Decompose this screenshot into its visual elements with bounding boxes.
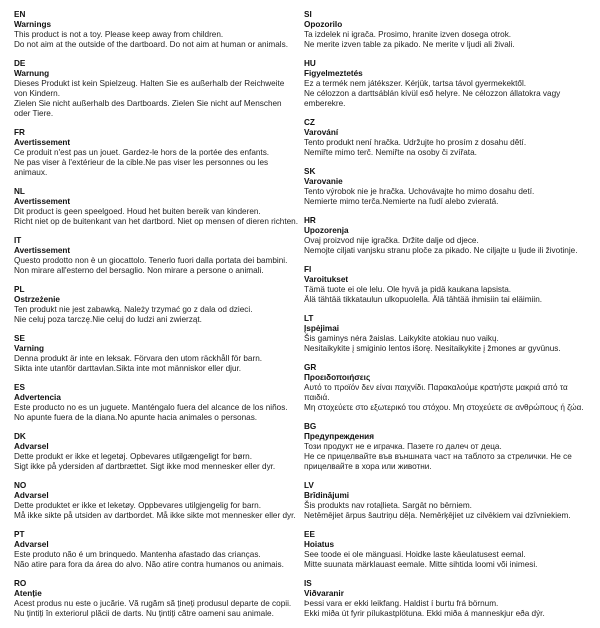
warning-block-en: [14, 10, 298, 50]
warning-title: Viðvaranir: [304, 589, 344, 598]
warning-text: Älä tähtää tikkataulun ulkopuolella. Älä tähtää ihmisiin tai eläimiin.: [304, 295, 543, 304]
warning-text: Ekki miða út fyrir pílukastplötuna. Ekki miða á manneskjur eða dýr.: [304, 609, 545, 618]
language-code: SK: [304, 167, 316, 176]
warning-text: Tento produkt není hračka. Udržujte ho prosím z dosahu dětí.: [304, 138, 527, 147]
warning-text: Richt niet op de buitenkant van het dartbord. Niet op mensen of dieren richten.: [14, 217, 299, 226]
warning-text: Sigt ikke på ydersiden af dartbrættet. Sigt ikke mod mennesker eller dyr.: [14, 462, 276, 471]
warning-title: Advarsel: [14, 491, 49, 500]
warning-block-gr: [304, 363, 588, 413]
warning-title: Atenție: [14, 589, 42, 598]
warning-text: Denna produkt är inte en leksak. Förvara den utom räckhåll för barn.: [14, 354, 263, 363]
warning-block-fi: [304, 265, 588, 305]
warning-text: Nemiřte mimo terč. Nemiřte na osoby či zvířata.: [304, 148, 477, 157]
warning-block-ee: [304, 530, 588, 570]
warning-title: Предупреждения: [304, 432, 374, 441]
warning-title: Avertissement: [14, 246, 71, 255]
warning-text: Zielen Sie nicht außerhalb des Dartboards. Zielen Sie nicht auf Menschen oder Tiere.: [14, 99, 282, 118]
warning-title: Įspėjimai: [304, 324, 340, 333]
language-code: LV: [304, 481, 314, 490]
warning-text: Netēmējiet ārpus šautriņu dēļa. Nemērķējiet uz cilvēkiem vai dzīvniekiem.: [304, 511, 571, 520]
warning-title: Προειδοποιήσεις: [304, 373, 371, 382]
warning-text: Ne merite izven table za pikado. Ne merite v ljudi ali živali.: [304, 40, 515, 49]
warning-block-lv: [304, 481, 588, 521]
language-code: EE: [304, 530, 315, 539]
warning-block-dk: [14, 432, 298, 472]
warning-text: Acest produs nu este o jucărie. Vă rugăm să țineți produsul departe de copii.: [14, 599, 292, 608]
warning-text: Mitte suunata märklauast eemale. Mitte sihtida loomi või inimesi.: [304, 560, 538, 569]
warning-text: This product is not a toy. Please keep away from children.: [14, 30, 224, 39]
warning-text: Dette produkt er ikke et legetøj. Opbevares utilgængeligt for børn.: [14, 452, 253, 461]
warning-block-is: [304, 579, 588, 619]
warning-title: Opozorilo: [304, 20, 343, 29]
warning-text: Ta izdelek ni igrača. Prosimo, hranite izven dosega otrok.: [304, 30, 512, 39]
warning-block-bg: [304, 422, 588, 472]
warning-block-ro: [14, 579, 298, 619]
warning-text: Ez a termék nem játékszer. Kérjük, tartsa távol gyermekektől.: [304, 79, 527, 88]
warning-title: Varning: [14, 344, 45, 353]
warning-text: Þessi vara er ekki leikfang. Haldist í burtu frá börnum.: [304, 599, 499, 608]
warning-block-es: [14, 383, 298, 423]
warning-text: Ovaj proizvod nije igračka. Držite dalje od djece.: [304, 236, 479, 245]
warning-text: Non mirare all'esterno del bersaglio. Non mirare a persone o animali.: [14, 266, 264, 275]
warning-text: Do not aim at the outside of the dartboard. Do not aim at human or animals.: [14, 40, 288, 49]
warning-text: Tämä tuote ei ole lelu. Ole hyvä ja pidä kaukana lapsista.: [304, 285, 512, 294]
warning-text: Må ikke sikte på utsiden av dartbordet. Må ikke sikte mot mennesker eller dyr.: [14, 511, 296, 520]
warning-text: Ne pas viser à l'extérieur de la cible.Ne pas viser les personnes ou les animaux.: [14, 158, 269, 177]
warning-block-lt: [304, 314, 588, 354]
language-code: DE: [14, 59, 26, 68]
warning-text: Não atire para fora da área do alvo. Não atire contra humanos ou animais.: [14, 560, 284, 569]
warning-block-hr: [304, 216, 588, 256]
warning-title: Advarsel: [14, 442, 49, 451]
warning-text: Nemojte ciljati vanjsku stranu ploče za pikado. Ne ciljajte u ljude ili životinje.: [304, 246, 578, 255]
language-code: IS: [304, 579, 312, 588]
warning-text: Dette produktet er ikke et leketøy. Oppbevares utilgjengelig for barn.: [14, 501, 261, 510]
warning-text: Questo prodotto non è un giocattolo. Tenerlo fuori dalla portata dei bambini.: [14, 256, 288, 265]
warning-text: Tento výrobok nie je hračka. Uchovávajte ho mimo dosahu detí.: [304, 187, 535, 196]
language-code: SI: [304, 10, 312, 19]
language-code: IT: [14, 236, 22, 245]
warning-text: Nemierte mimo terča.Nemierte na ľudí alebo zvieratá.: [304, 197, 499, 206]
language-code: EN: [14, 10, 26, 19]
warning-title: Ostrzeżenie: [14, 295, 60, 304]
language-code: HR: [304, 216, 316, 225]
warning-title: Varoitukset: [304, 275, 349, 284]
warning-title: Brīdinājumi: [304, 491, 350, 500]
warning-title: Varování: [304, 128, 339, 137]
language-code: HU: [304, 59, 316, 68]
warning-text: Μη στοχεύετε στο εξωτερικό του στόχου. Μη στοχεύετε σε ανθρώπους ή ζώα.: [304, 403, 584, 412]
warning-block-nl: [14, 187, 298, 227]
warning-text: Ce produit n'est pas un jouet. Gardez-le hors de la portée des enfants.: [14, 148, 270, 157]
warning-text: Sikta inte utanför darttavlan.Sikta inte mot människor eller djur.: [14, 364, 242, 373]
language-code: FR: [14, 128, 25, 137]
warning-block-hu: [304, 59, 588, 109]
warning-title: Upozorenja: [304, 226, 349, 235]
warning-text: No apunte fuera de la diana.No apunte hacia animales o personas.: [14, 413, 258, 422]
warning-title: Avertissement: [14, 138, 71, 147]
warning-text: Šis gaminys nėra žaislas. Laikykite atokiau nuo vaikų.: [304, 334, 499, 343]
warning-text: Не се прицелвайте във външната част на таблото за стрелички. Не се прицелвайте в хора или животни.: [304, 452, 572, 471]
warning-text: Nu țintiți în exteriorul plăcii de darts. Nu țintiți către oameni sau animale.: [14, 609, 274, 618]
language-code: GR: [304, 363, 317, 372]
warning-text: Този продукт не е играчка. Пазете го далеч от деца.: [304, 442, 502, 451]
warning-block-fr: [14, 128, 298, 178]
warning-title: Varovanie: [304, 177, 343, 186]
warning-title: Figyelmeztetés: [304, 69, 363, 78]
warning-title: Hoiatus: [304, 540, 335, 549]
language-code: NL: [14, 187, 25, 196]
language-code: FI: [304, 265, 312, 274]
language-code: LT: [304, 314, 314, 323]
warning-block-sk: [304, 167, 588, 207]
warning-text: Ne célozzon a darttsáblán kívül eső helyre. Ne célozzon állatokra vagy emberekre.: [304, 89, 561, 108]
warning-text: Este producto no es un juguete. Manténgalo fuera del alcance de los niños.: [14, 403, 288, 412]
warning-block-se: [14, 334, 298, 374]
warning-text: Ten produkt nie jest zabawką. Należy trzymać go z dala od dzieci.: [14, 305, 253, 314]
language-code: DK: [14, 432, 26, 441]
warning-title: Advertencia: [14, 393, 61, 402]
language-code: NO: [14, 481, 27, 490]
warning-text: See toode ei ole mänguasi. Hoidke laste käeulatusest eemal.: [304, 550, 526, 559]
warning-text: Nie celuj poza tarczę.Nie celuj do ludzi ani zwierząt.: [14, 315, 202, 324]
language-code: PT: [14, 530, 25, 539]
warning-text: Dit product is geen speelgoed. Houd het buiten bereik van kinderen.: [14, 207, 261, 216]
language-code: RO: [14, 579, 27, 588]
right-column: [304, 10, 588, 628]
warning-text: Šis produkts nav rotaļlieta. Sargāt no bērniem.: [304, 501, 472, 510]
warning-text: Nesitaikykite į smiginio lentos išorę. Nesitaikykite į žmones ar gyvūnus.: [304, 344, 561, 353]
warning-title: Warnings: [14, 20, 51, 29]
left-column: [14, 10, 298, 628]
warning-block-si: [304, 10, 588, 50]
warning-block-it: [14, 236, 298, 276]
language-code: BG: [304, 422, 317, 431]
warning-title: Warnung: [14, 69, 50, 78]
warning-block-pl: [14, 285, 298, 325]
warning-title: Avertissement: [14, 197, 71, 206]
warning-block-pt: [14, 530, 298, 570]
language-code: ES: [14, 383, 25, 392]
warning-title: Advarsel: [14, 540, 49, 549]
warning-block-cz: [304, 118, 588, 158]
warning-block-de: [14, 59, 298, 119]
warning-text: Este produto não é um brinquedo. Mantenha afastado das crianças.: [14, 550, 261, 559]
warning-text: Dieses Produkt ist kein Spielzeug. Halten Sie es außerhalb der Reichweite von Kindern.: [14, 79, 285, 98]
warning-block-no: [14, 481, 298, 521]
language-code: SE: [14, 334, 25, 343]
language-code: PL: [14, 285, 25, 294]
warning-text: Αυτό το προϊόν δεν είναι παιχνίδι. Παρακαλούμε κρατήστε μακριά από τα παιδιά.: [304, 383, 568, 402]
language-code: CZ: [304, 118, 315, 127]
